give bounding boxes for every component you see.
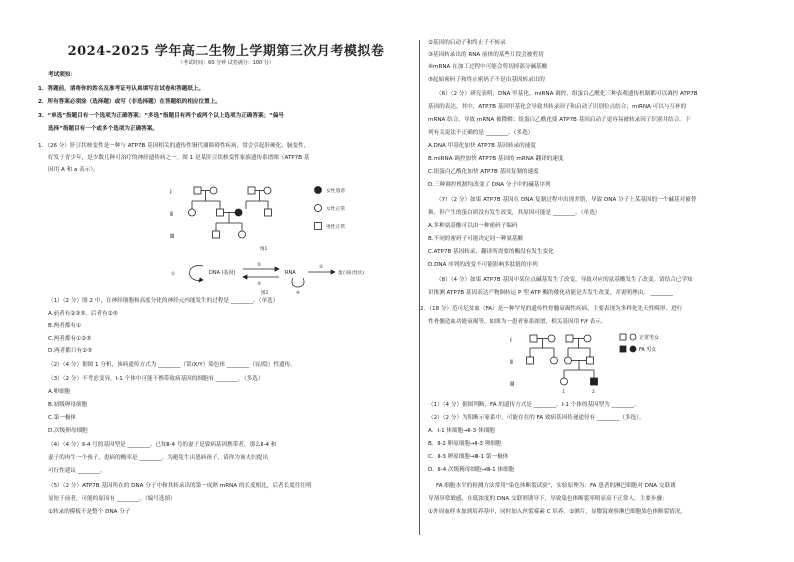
- q1-p1-option-a[interactable]: A.前者有②③⑤，后者有②⑤: [48, 311, 118, 317]
- q2-method-1: FA 细胞水平的检测方法常用“染色体断裂试验”，实验原理为：FA 患者的淋巴细胞对 DNA 交联诱: [436, 483, 676, 489]
- svg-text:2: 2: [592, 390, 595, 395]
- fa-legend-normal-male-icon: [620, 334, 626, 340]
- gen-label-1: Ⅰ: [170, 189, 172, 196]
- q1-part-5a: （5）（2 分）ATP7B 基因所在的 DNA 分子中和其转录出的第一成熟 mRNA 的长度相比，后者长度往往明: [48, 483, 312, 489]
- q2-method-3: ①外周血样本加到培养基中，同时加入丝裂霉素 C 培养。②测片，显微镜观察淋巴细胞染色体断裂情况。: [428, 509, 687, 515]
- q2-method-2: 导剂异常敏感，在低浓度的 DNA 交联剂诱导下，导致染色体断裂率明显高于正常人。主要步骤：: [428, 496, 668, 502]
- q1-part-6d: 列有关说法不正确的是 ________。（多选）: [428, 130, 534, 136]
- fa-gen-label-2: Ⅱ: [510, 359, 513, 366]
- legend-normal-female-icon: [315, 205, 322, 212]
- q2-part-1: （1）（4 分）据图判断，FA 的遗传方式是 ________，Ⅰ-1 个体的基因型为 ________。: [428, 402, 640, 408]
- q1-part-3: （3）（2 分）不考虑变异，Ⅰ-1 个体中可能不携带致病基因的细胞有 ________。（多选）: [48, 376, 264, 382]
- figure-2-central-dogma: [163, 256, 383, 296]
- q1-p3-option-d[interactable]: D.次级卵母细胞: [48, 428, 88, 434]
- legend-normal-male: 男性正常: [326, 225, 346, 230]
- q1-p1-option-c[interactable]: C.两者都有①②⑤: [48, 336, 92, 342]
- fa-pedigree: [508, 330, 708, 398]
- q1-p1-option-b[interactable]: B.两者都有①: [48, 323, 82, 329]
- fa-individual-II-3: [565, 357, 572, 364]
- fa-individual-I-4: [584, 335, 591, 342]
- figure-2-caption: 图2: [261, 291, 269, 296]
- fa-individual-I-3: [566, 335, 573, 342]
- fig2-step-5: ⑤: [319, 265, 324, 270]
- note-2: 2．所有答案必须涂（选择题）或写（非选择题）在答题纸的相应位置上。: [38, 99, 221, 105]
- q2-stem-2: 性骨髓造血功能衰竭等，如图为一患者家系图谱，相关基因用 F/f 表示。: [428, 319, 607, 325]
- figure-1-pedigree: [168, 180, 378, 252]
- q1-p6-option-a[interactable]: A.DNA 甲基化加快 ATP7B 基因转录的速度: [428, 143, 536, 149]
- legend-affected-female: 女性患者: [326, 189, 346, 194]
- fa-individual-III-1: [561, 378, 568, 385]
- q1-p7-option-d[interactable]: D.DNA 序列的改变不可能影响多肽链的序列: [428, 262, 538, 268]
- q1-p3-option-b[interactable]: B.初级卵母细胞: [48, 402, 88, 408]
- q1-p7-option-c[interactable]: C.ATP7B 基因转录、翻译所需要的酶没有发生变化: [428, 249, 554, 255]
- q1-reason-4: ④mRNA 在加工过程中可能会剪切掉部分碱基酸: [428, 64, 548, 70]
- fa-individual-III-2: [591, 378, 598, 385]
- svg-text:1: 1: [562, 390, 565, 395]
- fig2-protein-label: 蛋白质(性状): [338, 271, 365, 276]
- q1-part-6a: （6）（2 分）研究表明，DNA 甲基化、miRNA 调控，组蛋白乙酰化三种表观遗传机制都可以调控 ATP7B: [436, 91, 698, 97]
- fig2-dna-label: DNA (基因): [209, 270, 236, 276]
- fa-legend-normal: 正常男女: [639, 335, 660, 341]
- individual-I-1: [194, 187, 201, 194]
- q1-part-8a: （8）（4 分）如果 ATP7B 基因中某位点碱基发生了改变，导致对应的氨基酸发生了改变，请结合已学知: [436, 277, 693, 283]
- q2-p2-option-d[interactable]: D．Ⅱ-4 次级精母细胞→Ⅲ-1 体细胞: [428, 467, 515, 473]
- q1-part-4c: 可行性建议 ________。: [48, 468, 106, 474]
- individual-II-4: [265, 209, 272, 216]
- individual-I-2: [210, 187, 217, 194]
- note-3b: 选择”指题目有一个或多个选项为正确答案。: [48, 126, 158, 132]
- q1-reason-1: ①转录的模板不是整个 DNA 分子: [48, 509, 131, 515]
- individual-I-3: [248, 187, 255, 194]
- q2-p2-option-a[interactable]: A．Ⅰ-1 体细胞→Ⅱ-3 体细胞: [428, 428, 495, 434]
- fa-legend-affected: FA 男女: [639, 347, 657, 353]
- fa-individual-II-1: [527, 357, 534, 364]
- left-column: [38, 0, 414, 562]
- notes-heading: 考试须知：: [48, 72, 76, 78]
- q1-p1-option-d[interactable]: D.两者都只有②⑤: [48, 348, 93, 354]
- q1-part-6b: 基因的表达。其中，ATP7B 基因甲基化会导致其转录因子和启动子识别位点结合；miRNA 可以与互补的: [428, 104, 687, 110]
- q1-p7-option-b[interactable]: B.不同的密码子可能决定同一种氨基酸: [428, 236, 524, 242]
- q1-p7-option-a[interactable]: A.多种氨基酸可以由一种密码子编码: [428, 223, 518, 229]
- legend-normal-female: 女性正常: [326, 207, 346, 212]
- q1-part-4b: 妻子的再生一个孩子，患病的概率是 ________。为避免生出患病孩子，请你为该夫妇提出: [48, 455, 268, 461]
- q1-p3-option-c[interactable]: C.第一极体: [48, 415, 77, 421]
- q1-p6-option-d[interactable]: D.三种调控机制均改变了 DNA 分子中的碱基序列: [428, 182, 551, 188]
- fig2-step-4: ④: [296, 291, 301, 296]
- individual-III-2: [239, 231, 246, 238]
- q1-reason-3: ③基因转录出的 RNA 前体的某些片段会被剪切: [428, 52, 544, 58]
- q1-stem-2: 好发于青少年，是少数几种可治疗的神经遗传病之一。图 1 是某肝豆状核变性家族遗传系谱图（ATP7B 基: [48, 155, 310, 161]
- fa-legend-affected-female-icon: [630, 346, 636, 352]
- q1-stem-1: 1．（26 分）肝豆状核变性是一种与 ATP7B 基因相关的遗传性铜代谢障碍性疾病，常会引起肝硬化、脑变性，: [38, 143, 310, 149]
- q2-p2-option-b[interactable]: B．Ⅱ-2 卵原细胞→Ⅱ-3 卵细胞: [428, 441, 502, 447]
- q1-part-7b: 换，但产生的蛋白质没有发生改变，其原因可能是 ________。（单选）: [428, 210, 601, 216]
- q1-p6-option-c[interactable]: C.组蛋白乙酰化加快 ATP7B 基因复制的速度: [428, 169, 539, 175]
- fig2-rna-label: RNA: [285, 270, 296, 276]
- fa-individual-II-4: [587, 357, 594, 364]
- q1-reason-2: ②基因的启动子和终止子不转录: [428, 40, 506, 46]
- fa-individual-II-2: [551, 357, 558, 364]
- gen-label-2: Ⅱ: [170, 211, 173, 218]
- note-3a: 3．“单选”指题目有一个选项为正确答案；“多选”指题目有两个或两个以上选项为正确答案；“偏号: [38, 113, 285, 119]
- fig2-step-2: ②: [257, 263, 262, 268]
- fig2-step-1: ①: [171, 272, 176, 277]
- fa-legend-normal-female-icon: [630, 334, 636, 340]
- q2-stem-1: 2．（18 分）范可尼贫血（FA）是一种罕见的遗传性骨髓衰竭性疾病，主要表现为多样化先天性畸形、进行: [420, 306, 683, 312]
- individual-II-2: [217, 209, 224, 216]
- note-1: 1．答题前，请将你的姓名及准考证号认真填写在试卷和答题纸上。: [38, 86, 205, 92]
- rna-replication-loop-arrow: [292, 278, 304, 287]
- figure-1-caption: 图1: [260, 247, 268, 252]
- fa-individual-I-1: [530, 335, 537, 342]
- legend-normal-male-icon: [315, 223, 322, 230]
- individual-III-1: [213, 231, 220, 238]
- q2-part-2: （2）（2 分）为阻断示家系中，可能存在的 FA 致病基因传递途径有 ________（多选）。: [428, 415, 645, 421]
- fa-legend-affected-male-icon: [620, 346, 626, 352]
- column-divider: [419, 40, 420, 535]
- q1-p6-option-b[interactable]: B.miRNA 调控加快 ATP7B 基因的 mRNA 翻译的速度: [428, 156, 564, 162]
- q1-p3-option-a[interactable]: A.卵细胞: [48, 389, 71, 395]
- legend-affected-female-icon: [315, 187, 322, 194]
- fa-individual-I-2: [548, 335, 555, 342]
- exam-subtitle: （考试时间：60 分钟 试卷满分：100 分）: [178, 60, 274, 66]
- exam-title: 2024-2025 学年高二生物上学期第三次月考模拟卷: [67, 44, 385, 59]
- q1-part-8b: 识推测 ATP7B 基因表达产物铜转运 P 型 ATP 酶的催化功能是否发生改变，并说明理由。 ________: [428, 290, 673, 296]
- q2-p2-option-c[interactable]: C．Ⅱ-3 卵原细胞→Ⅲ-1 第一极体: [428, 454, 509, 460]
- individual-I-4: [264, 187, 271, 194]
- q1-part-1: （1）（2 分）图 2 中，在神经细胞和高度分化的神经元内能发生的过程是 ________。（单选）: [48, 298, 279, 304]
- gen-label-3: Ⅲ: [170, 233, 175, 240]
- q1-part-6c: mRNA 结合，导致 mRNA 被降解；组蛋白乙酰化使 ATP7B 基因启动子更容易被转录因子识别并结合。下: [428, 117, 691, 123]
- q1-part-5b: 显短于前者，可能的原因有 ________。（编号选填）: [48, 496, 176, 502]
- q1-stem-3: 因用 A 和 a 表示）。: [48, 167, 99, 173]
- fa-gen-label-1: Ⅰ: [510, 337, 512, 344]
- q1-part-7a: （7）（2 分）如果 ATP7B 基因在 DNA 复制过程中出现差错，导致 DNA 分子上某基因的一个碱基对被替: [436, 197, 697, 203]
- q1-part-4a: （4）（4 分）Ⅱ-4 号的基因型是 ________。已知Ⅱ-4 号的妻子是致病基因携带者，那么Ⅱ-4 和: [48, 442, 277, 448]
- q1-part-2: （2）（4 分）据图 1 分析，该病遗传方式为 ________（常/X/Y）染色体 ________（显/隐）性遗传。: [48, 362, 296, 368]
- individual-II-3: [235, 209, 242, 216]
- individual-II-1: [189, 209, 196, 216]
- fa-gen-label-3: Ⅲ: [510, 381, 515, 388]
- fig2-step-3: ③: [257, 282, 262, 287]
- q1-reason-5: ⑤起始密码子和终止密码子不是由基因转录出的: [428, 77, 545, 83]
- right-column: [420, 0, 764, 562]
